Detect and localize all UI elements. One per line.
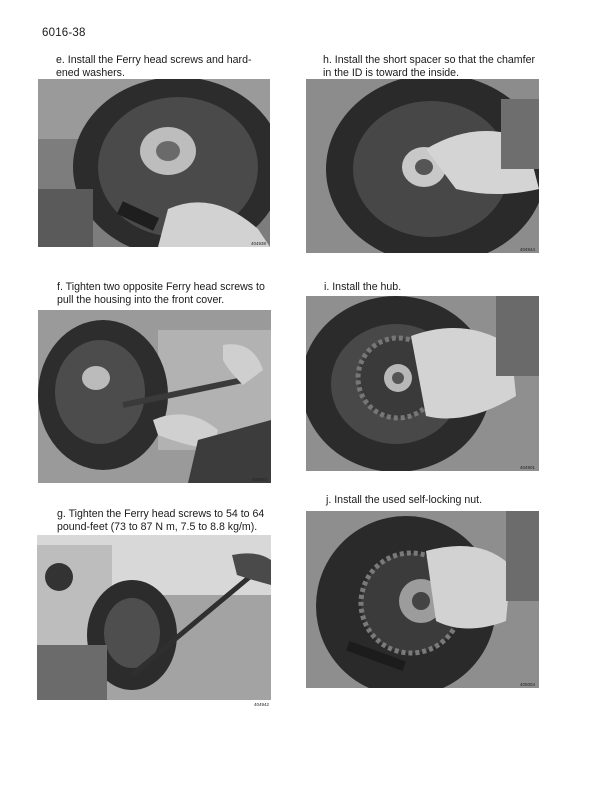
step-f-caption: f. Tighten two opposite Ferry head screws to pull the housing into the front cover.: [57, 281, 265, 306]
step-h-photo: [306, 79, 539, 253]
step-g-caption: g. Tighten the Ferry head screws to 54 to 64 pound-feet (73 to 87 N m, 7.5 to 8.8 kg/m).: [57, 508, 265, 533]
step-h-photo-id: 404944: [519, 247, 535, 252]
step-f-photo-id: 404940: [251, 477, 267, 482]
step-i-caption: i. Install the hub.: [324, 281, 402, 293]
step-g-photo-id: 404942: [254, 702, 270, 707]
step-j-caption: j. Install the used self-locking nut.: [326, 494, 483, 506]
step-h-caption: h. Install the short spacer so that the chamfer in the ID is toward the inside.: [323, 54, 535, 79]
step-g-photo: [37, 535, 271, 700]
step-e-photo-id: 404938: [250, 241, 266, 246]
step-e-caption: e. Install the Ferry head screws and hard- ened washers.: [56, 54, 252, 79]
step-f-photo: [38, 310, 271, 483]
step-j-photo-id: 405004: [519, 682, 535, 687]
step-j-photo: [306, 511, 539, 688]
page-number: 6016-38: [42, 27, 86, 39]
step-i-photo-id: 404901: [519, 465, 535, 470]
step-i-photo: [306, 296, 539, 471]
step-e-photo: [38, 79, 270, 247]
